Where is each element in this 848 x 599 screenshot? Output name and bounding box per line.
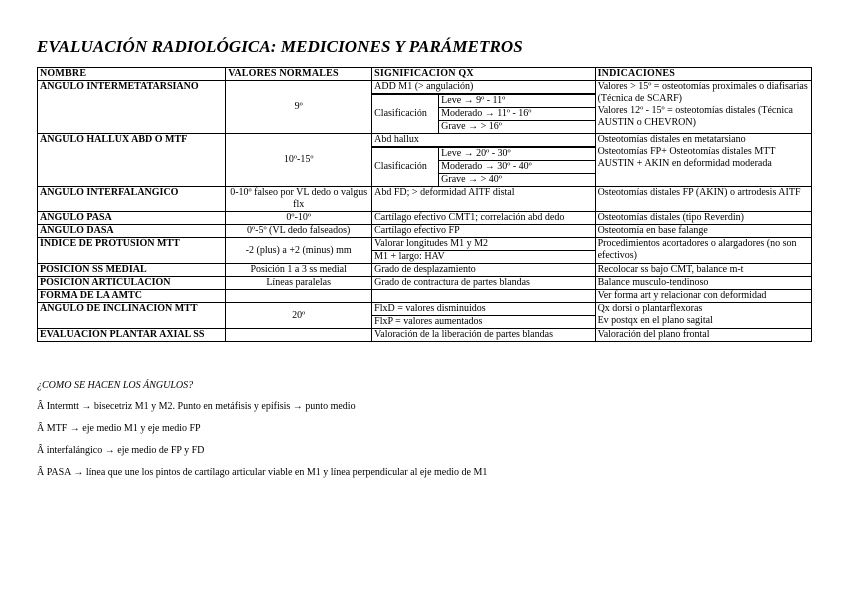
row-normal: 0º-10º (226, 212, 372, 225)
table-row (38, 212, 812, 225)
row-normal: 20º (226, 303, 372, 329)
row-name: ÁNGULO DASA (38, 225, 226, 238)
classification-level: Leve → 9º - 11º (439, 95, 595, 108)
header-cell: SIGNIFICACIÓN QX (372, 68, 595, 81)
row-significance (372, 238, 595, 264)
indication-text: Osteotomías distales en metatarsiano (597, 134, 746, 145)
table-row (38, 303, 812, 329)
sig-text: ADD M1 (> angulación) (374, 81, 474, 92)
table-header-row (38, 68, 812, 81)
classification-level: Moderado → 30º - 40º (439, 161, 595, 174)
indication-text: Ev postqx en el plano sagital (597, 315, 713, 326)
row-significance: Cartílago efectivo CMT1; correlación abd dedo (372, 212, 595, 225)
notes-line: Â MTF → eje medio M1 y eje medio FP (37, 423, 201, 434)
table-row (38, 238, 812, 264)
row-indications: Osteotomías distales (tipo Reverdin) (595, 212, 811, 225)
header-cell: VALORES NORMALES (226, 68, 372, 81)
classification-label: Clasificación (372, 95, 439, 134)
row-indications: Valoración del plano frontal (595, 329, 811, 342)
header-cell: NOMBRE (38, 68, 226, 81)
notes-line: Â Intermtt → bisecetriz M1 y M2. Punto en metáfisis y epífisis → punto medio (37, 401, 356, 412)
row-indications: Balance musculo-tendinoso (595, 277, 811, 290)
row-significance (372, 303, 595, 329)
row-name: EVALUACIÓN PLANTAR AXIAL SS (38, 329, 226, 342)
sig-text: FlxP = valores aumentados (372, 316, 594, 329)
row-name: ÁNGULO INTERMETATARSIANO (38, 81, 226, 134)
classification-level: Leve → 20º - 30º (439, 148, 595, 161)
row-name: ÁNGULO DE INCLINACIÓN MTT (38, 303, 226, 329)
row-significance (372, 290, 595, 303)
measurements-table (37, 67, 812, 342)
notes-line: Â interfalángico → eje medio de FP y FD (37, 445, 205, 456)
row-indications (595, 303, 811, 329)
indication-text: Valores 12º - 15º = osteotomías distales (Técnica AUSTIN o CHEVRON) (597, 105, 793, 128)
row-significance (372, 134, 595, 187)
row-significance: Valoración de la liberación de partes blandas (372, 329, 595, 342)
classification-level: Grave → > 40º (439, 174, 595, 187)
row-name: POSICIÓN SS MEDIAL (38, 264, 226, 277)
sig-text: FlxD = valores disminuidos (374, 303, 486, 314)
row-significance: Cartílago efectivo FP (372, 225, 595, 238)
row-indications: Procedimientos acortadores o alargadores (no son efectivos) (595, 238, 811, 264)
row-significance (372, 81, 595, 134)
row-normal (226, 290, 372, 303)
row-significance: Abd FD; > deformidad AITF distal (372, 187, 595, 212)
classification-label: Clasificación (372, 148, 439, 187)
classification-level: Moderado → 11º - 16º (439, 108, 595, 121)
notes-question: ¿COMO SE HACEN LOS ÁNGULOS? (37, 380, 194, 391)
row-normal: Posición 1 a 3 ss medial (226, 264, 372, 277)
notes-section (37, 380, 487, 489)
row-indications: Recolocar ss bajo CMT, balance m-t (595, 264, 811, 277)
table-row (38, 277, 812, 290)
row-name: ÁNGULO INTERFALÁNGICO (38, 187, 226, 212)
row-indications (595, 81, 811, 134)
row-normal: -2 (plus) a +2 (minus) mm (226, 238, 372, 264)
classification-level: Grave → > 16º (439, 121, 595, 134)
row-normal: Líneas paralelas (226, 277, 372, 290)
row-name: POSICIÓN ARTICULACIÓN (38, 277, 226, 290)
indication-text: Qx dorsi o plantarflexoras (597, 303, 703, 314)
table-row (38, 187, 812, 212)
row-name: FORMA DE LA AMTC (38, 290, 226, 303)
table-row (38, 264, 812, 277)
row-normal: 9º (226, 81, 372, 134)
row-name: ÁNGULO HALLUX ABD O MTF (38, 134, 226, 187)
sig-text: Valorar longitudes M1 y M2 (374, 238, 489, 249)
table-row (38, 81, 812, 134)
table-row (38, 329, 812, 342)
row-name: ÁNGULO PASA (38, 212, 226, 225)
sig-text: M1 + largo: HAV (372, 251, 594, 264)
row-normal (226, 329, 372, 342)
table-row (38, 134, 812, 187)
row-normal: 0-10º falseo por VL dedo o valgus flx (226, 187, 372, 212)
row-indications: Osteotomía en base falange (595, 225, 811, 238)
table-row (38, 225, 812, 238)
notes-line: Â PASA → línea que une los pintos de cartílago articular viable en M1 y línea perpendicular al eje medio de M1 (37, 467, 488, 478)
row-indications: Ver forma art y relacionar con deformidad (595, 290, 811, 303)
row-name: ÍNDICE DE PROTUSIÓN MTT (38, 238, 226, 264)
row-significance: Grado de contractura de partes blandas (372, 277, 595, 290)
page-title: EVALUACIÓN RADIOLÓGICA: MEDICIONES Y PARÁMETROS (37, 37, 523, 56)
indication-text: Valores > 15º = osteotomías proximales o diafisarias (Técnica de SCARF) (597, 81, 808, 104)
row-significance: Grado de desplazamiento (372, 264, 595, 277)
row-normal: 0º-5º (VL dedo falseados) (226, 225, 372, 238)
sig-text: Abd hallux (374, 134, 419, 145)
header-cell: INDICACIONES (595, 68, 811, 81)
indication-text: Osteotomías FP+ Osteotomías distales MTT AUSTIN + AKIN en deformidad moderada (597, 146, 776, 169)
row-indications (595, 134, 811, 187)
table-row (38, 290, 812, 303)
row-normal: 10º-15º (226, 134, 372, 187)
row-indications: Osteotomías distales FP (AKIN) o artrodesis AITF (595, 187, 811, 212)
